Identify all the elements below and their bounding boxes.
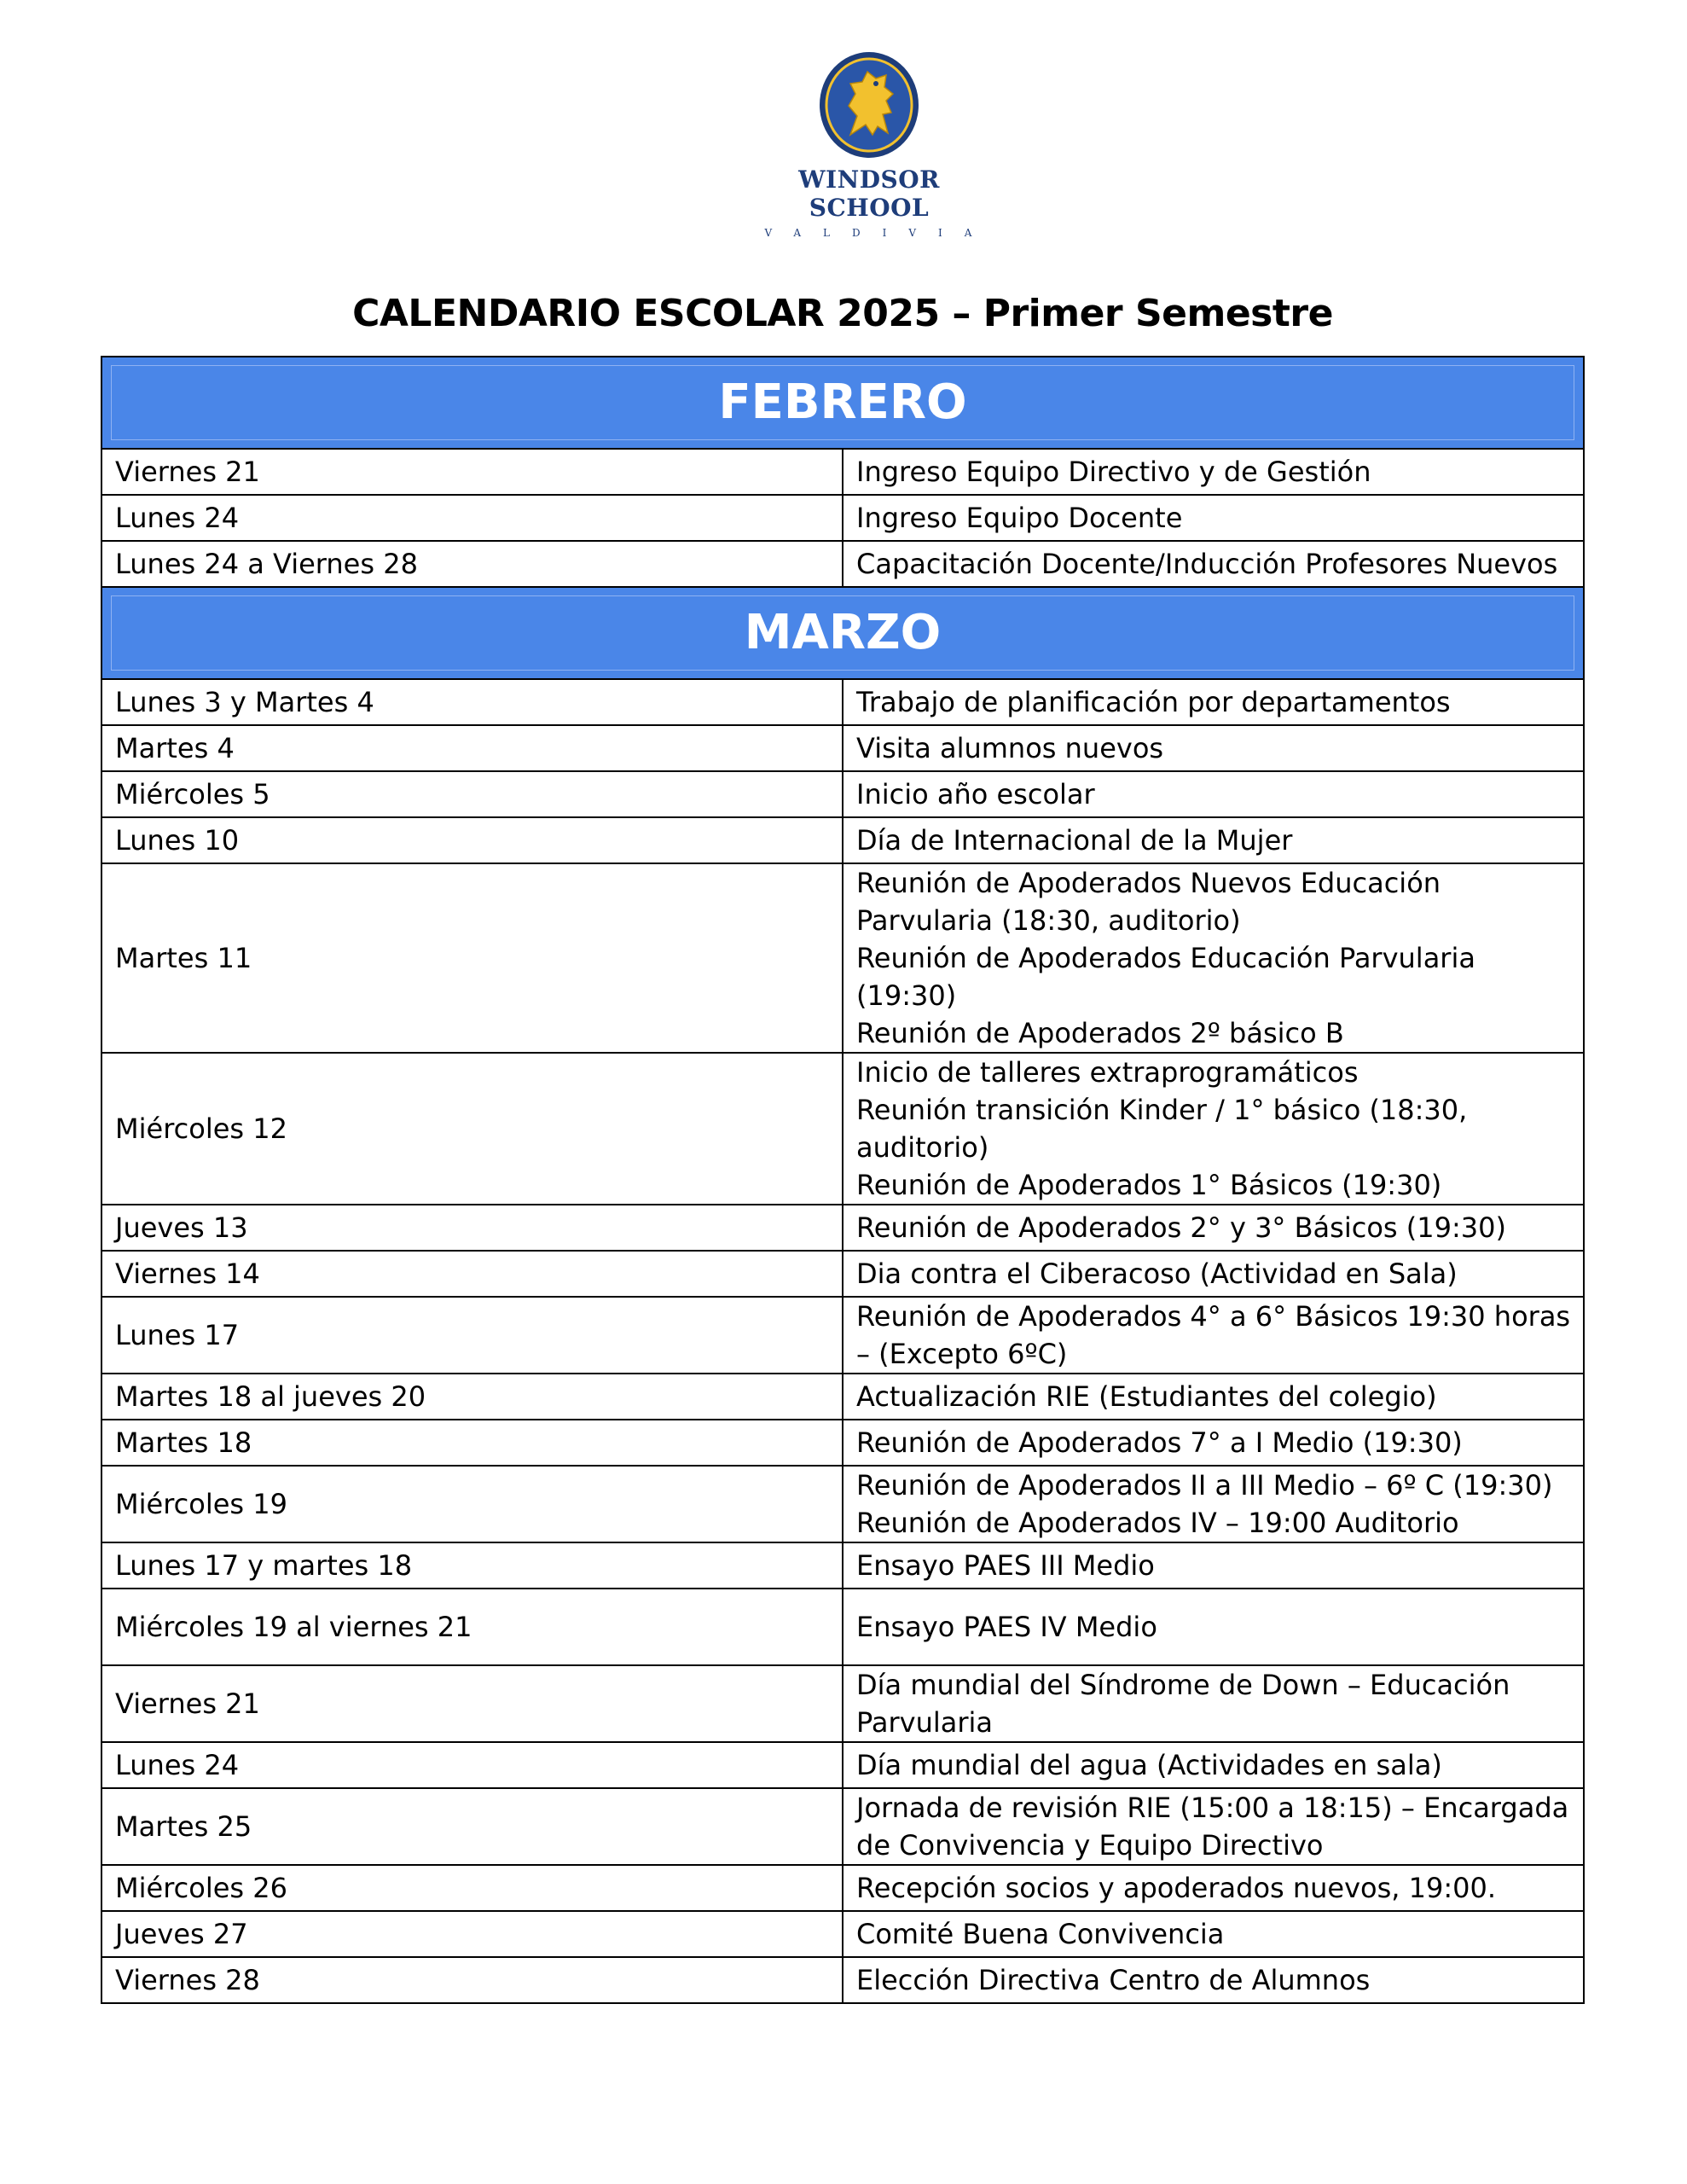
- event-date: Lunes 24: [101, 495, 843, 541]
- table-row: [101, 863, 1584, 1053]
- event-date: Viernes 21: [101, 1665, 843, 1742]
- event-date: Martes 18: [101, 1420, 843, 1466]
- table-row: [101, 1742, 1584, 1788]
- table-row: [101, 771, 1584, 817]
- event-description: Reunión de Apoderados 7° a I Medio (19:30): [843, 1420, 1584, 1466]
- school-city: VALDIVIA: [764, 227, 994, 239]
- month-name: MARZO: [111, 595, 1574, 671]
- table-row: [101, 1205, 1584, 1251]
- page-title: CALENDARIO ESCOLAR 2025 – Primer Semestre: [352, 292, 1333, 335]
- month-header-row: [101, 587, 1584, 679]
- month-name: FEBRERO: [111, 365, 1574, 440]
- event-date: Lunes 10: [101, 817, 843, 863]
- event-description: Inicio año escolar: [843, 771, 1584, 817]
- table-row: [101, 1665, 1584, 1742]
- table-row: [101, 1788, 1584, 1865]
- event-date: Viernes 21: [101, 449, 843, 495]
- event-description: Comité Buena Convivencia: [843, 1911, 1584, 1957]
- event-date: Lunes 3 y Martes 4: [101, 679, 843, 725]
- event-description: Actualización RIE (Estudiantes del colegio): [843, 1374, 1584, 1420]
- event-description: Dia contra el Ciberacoso (Actividad en Sala): [843, 1251, 1584, 1297]
- event-description: Reunión de Apoderados 4° a 6° Básicos 19:30 horas – (Excepto 6ºC): [843, 1297, 1584, 1374]
- event-line: Reunión de Apoderados Educación Parvularia (19:30): [856, 942, 1475, 1012]
- event-description: Elección Directiva Centro de Alumnos: [843, 1957, 1584, 2003]
- event-description: Día mundial del agua (Actividades en sala): [843, 1742, 1584, 1788]
- table-row: [101, 1053, 1584, 1205]
- table-row: [101, 1374, 1584, 1420]
- event-date: Miércoles 26: [101, 1865, 843, 1911]
- event-description: Día de Internacional de la Mujer: [843, 817, 1584, 863]
- event-date: Lunes 24 a Viernes 28: [101, 541, 843, 587]
- event-date: Jueves 13: [101, 1205, 843, 1251]
- event-description: [843, 1466, 1584, 1542]
- event-description: Día mundial del Síndrome de Down – Educación Parvularia: [843, 1665, 1584, 1742]
- table-row: [101, 495, 1584, 541]
- event-date: Martes 25: [101, 1788, 843, 1865]
- event-line: Reunión de Apoderados II a III Medio – 6º C (19:30): [856, 1469, 1553, 1502]
- month-header-row: [101, 357, 1584, 449]
- table-row: [101, 1466, 1584, 1542]
- event-date: Miércoles 19: [101, 1466, 843, 1542]
- table-row: [101, 1251, 1584, 1297]
- event-line: Reunión de Apoderados 2º básico B: [856, 1017, 1344, 1049]
- table-row: [101, 817, 1584, 863]
- event-description: Ingreso Equipo Directivo y de Gestión: [843, 449, 1584, 495]
- event-line: Reunión de Apoderados 1° Básicos (19:30): [856, 1169, 1442, 1201]
- event-description: Trabajo de planificación por departamentos: [843, 679, 1584, 725]
- table-row: [101, 541, 1584, 587]
- table-row: [101, 1542, 1584, 1589]
- table-row: [101, 1911, 1584, 1957]
- event-date: Miércoles 12: [101, 1053, 843, 1205]
- table-row: [101, 1297, 1584, 1374]
- table-row: [101, 449, 1584, 495]
- event-date: Lunes 17 y martes 18: [101, 1542, 843, 1589]
- event-description: Ingreso Equipo Docente: [843, 495, 1584, 541]
- table-row: [101, 679, 1584, 725]
- event-description: [843, 1053, 1584, 1205]
- table-row: [101, 1957, 1584, 2003]
- table-row: [101, 1420, 1584, 1466]
- event-date: Miércoles 5: [101, 771, 843, 817]
- event-date: Viernes 14: [101, 1251, 843, 1297]
- event-description: Ensayo PAES IV Medio: [843, 1589, 1584, 1665]
- event-line: Reunión de Apoderados IV – 19:00 Auditorio: [856, 1507, 1459, 1539]
- event-description: Capacitación Docente/Inducción Profesores Nuevos: [843, 541, 1584, 587]
- month-header-cell: [101, 587, 1584, 679]
- event-description: Recepción socios y apoderados nuevos, 19:00.: [843, 1865, 1584, 1911]
- school-name: WINDSOR SCHOOL: [798, 166, 940, 222]
- event-date: Lunes 24: [101, 1742, 843, 1788]
- table-row: [101, 725, 1584, 771]
- event-description: Jornada de revisión RIE (15:00 a 18:15) – Encargada de Convivencia y Equipo Directivo: [843, 1788, 1584, 1865]
- event-date: Viernes 28: [101, 1957, 843, 2003]
- event-date: Lunes 17: [101, 1297, 843, 1374]
- event-date: Martes 11: [101, 863, 843, 1053]
- event-description: Reunión de Apoderados 2° y 3° Básicos (19:30): [843, 1205, 1584, 1251]
- event-line: Inicio de talleres extraprogramáticos: [856, 1056, 1359, 1089]
- lion-rampant-crest-icon: [816, 49, 922, 160]
- table-row: [101, 1865, 1584, 1911]
- school-logo: [741, 49, 997, 237]
- event-line: Reunión transición Kinder / 1° básico (18:30, auditorio): [856, 1094, 1468, 1164]
- event-date: Martes 4: [101, 725, 843, 771]
- event-description: Ensayo PAES III Medio: [843, 1542, 1584, 1589]
- calendar-table: [101, 356, 1585, 2004]
- event-description: Visita alumnos nuevos: [843, 725, 1584, 771]
- event-line: Reunión de Apoderados Nuevos Educación Parvularia (18:30, auditorio): [856, 867, 1441, 937]
- event-description: [843, 863, 1584, 1053]
- event-date: Martes 18 al jueves 20: [101, 1374, 843, 1420]
- month-header-cell: [101, 357, 1584, 449]
- event-date: Miércoles 19 al viernes 21: [101, 1589, 843, 1665]
- table-row: [101, 1589, 1584, 1665]
- event-date: Jueves 27: [101, 1911, 843, 1957]
